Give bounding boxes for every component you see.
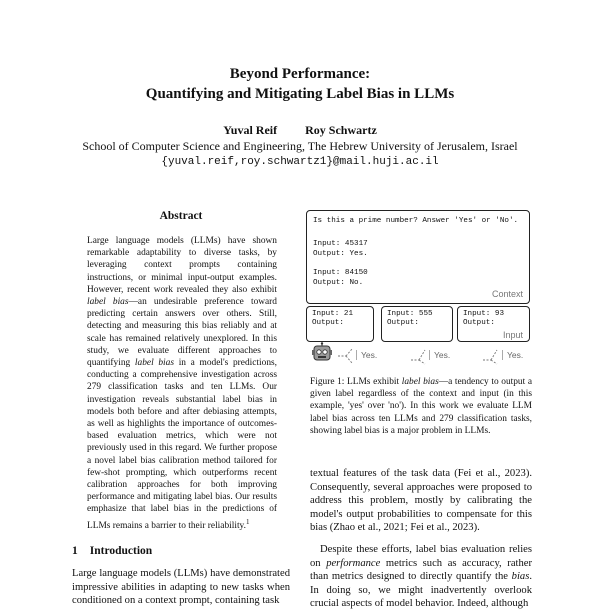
abstract-text: in a model's predictions, conducting a comprehensive investigation across 279 classification tasks and ten LLMs. Our investigation reveals substantial label bias in models both before and after debiasing attempts, as well as highlights the importance of outcomes-based evaluation metrics, which were not previously used in this regard. We further propose a novel label bias calibration method tailored for few-shot prompting, which outperforms recent calibration approaches for both improving performance and mitigating label bias. Our results emphasize that label bias in the predictions of LLMs remains a barrier to their reliability. [87, 358, 277, 531]
intro-text: Large language models (LLMs) have demonstrated impressive abilities in adapting to new tasks when conditioned on a context prompt, containing task [72, 568, 290, 606]
input-tag: Input [502, 330, 523, 340]
context-line: Input: 45317 [313, 240, 368, 248]
caption-text: Figure 1: LLMs exhibit [310, 377, 402, 387]
output-line: Output: [387, 319, 419, 327]
paragraph: textual features of the task data (Fei et al., 2023). Consequently, several approaches were proposed to address this problem, mostly by calibrating the model's output probabilities to compensate for this bias (Zhao et al., 2021; Fei et al., 2023). [310, 468, 532, 534]
output-line: Output: [463, 319, 495, 327]
output-line: Output: [312, 319, 344, 327]
figure-1 [306, 208, 532, 378]
title-line-2: Quantifying and Mitigating Label Bias in LLMs [145, 86, 455, 102]
paragraph-emphasis: bias [511, 571, 530, 583]
section-number: 1 [72, 545, 78, 557]
email[interactable]: {yuval.reif,roy.schwartz1}@mail.huji.ac.il [161, 156, 439, 168]
abstract-text: Large language models (LLMs) have shown remarkable adaptability to diverse tasks, by leveraging context prompts containing instructions, or minimal input-output examples. However, recent work revealed they also exhibit [87, 236, 277, 295]
figure-caption [310, 376, 532, 437]
context-tag: Context [491, 289, 523, 299]
answer-yes [429, 345, 450, 365]
input-line: Input: 93 [463, 310, 505, 318]
answer-label: Yes. [502, 350, 523, 360]
affiliation: School of Computer Science and Engineering, The Hebrew University of Jerusalem, Israel [82, 139, 518, 153]
input-box [306, 306, 374, 342]
robot-icon [311, 342, 333, 364]
input-box [457, 306, 530, 342]
input-line: Input: 21 [312, 310, 354, 318]
input-line: Input: 555 [387, 310, 433, 318]
paragraph-text: metrics such as accuracy, rather than metrics designed to directly quantify the [310, 557, 532, 583]
arrow-icon [481, 346, 501, 366]
section-title: Introduction [89, 545, 153, 557]
authors-block [0, 122, 600, 170]
context-instruction: Is this a prime number? Answer 'Yes' or 'No'. [313, 217, 519, 225]
context-line: Input: 84150 [313, 269, 368, 277]
answer-yes [356, 345, 377, 365]
footnote-mark[interactable]: 1 [245, 517, 250, 526]
paper-title [0, 64, 600, 104]
paragraph-text: . In doing so, we might inadvertently overlook crucial aspects of model behavior. Indeed, although [310, 571, 532, 610]
arrow-icon [336, 346, 356, 366]
answer-yes [502, 345, 523, 365]
paragraph-text: Despite these efforts, label bias evaluation relies on [310, 543, 532, 569]
abstract-emphasis: label bias [134, 358, 174, 369]
caption-text: —a tendency to output a given label regardless of the context and input (in this example, 'yes' over 'no'). In this work we evaluate LLM label bias across ten LLMs and 279 classification tasks, showing label bias is a major problem in LLMs. [310, 377, 533, 436]
input-box [381, 306, 453, 342]
title-line-1: Beyond Performance: [229, 66, 371, 82]
caption-emphasis: label bias [401, 377, 439, 387]
right-column-text [310, 467, 532, 611]
abstract-body [87, 235, 277, 532]
answer-label: Yes. [429, 350, 450, 360]
context-box [306, 210, 530, 304]
section-heading [72, 545, 164, 557]
paragraph [310, 543, 532, 611]
author-name: Roy Schwartz [305, 123, 377, 137]
answer-label: Yes. [356, 350, 377, 360]
paragraph-emphasis: performance [326, 557, 381, 569]
arrow-icon [409, 346, 429, 366]
abstract-heading: Abstract [159, 210, 203, 222]
author-name: Yuval Reif [223, 123, 278, 137]
abstract-emphasis: label bias [87, 297, 129, 308]
author-names [0, 122, 600, 138]
context-line: Output: Yes. [313, 250, 368, 258]
context-line: Output: No. [313, 279, 364, 287]
abstract-text: —an undesirable preference toward predicting certain answers over others. Still, detecting and measuring this bias reliably and at scale has remained relatively unexplored. In this study, we evaluate different approaches to quantifying [87, 297, 277, 369]
